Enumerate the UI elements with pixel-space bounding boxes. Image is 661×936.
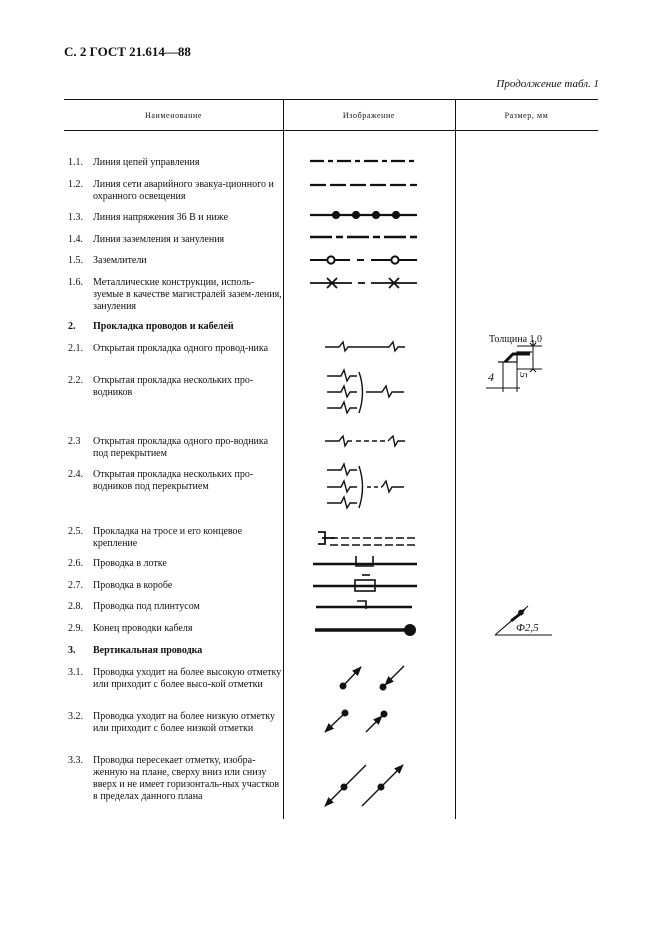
row-text: Проводка уходит на более высокую отметку или приходит с более высо-кой отметки xyxy=(93,667,282,690)
row-number: 2.2. xyxy=(68,375,83,386)
row-number: 1.2. xyxy=(68,179,83,190)
cable-end-symbol xyxy=(315,625,416,636)
row-number: 2.4. xyxy=(68,469,83,480)
table-continuation-label: Продолжение табл. 1 xyxy=(496,78,599,90)
open-multiple-wires-symbol xyxy=(327,370,404,413)
row-text: Линия заземления и зануления xyxy=(93,234,225,245)
vertical-up-symbol xyxy=(340,666,404,690)
row-text: Заземлители xyxy=(93,255,147,266)
vertical-crossing-symbol xyxy=(325,765,403,806)
row-number: 2.1. xyxy=(68,343,83,354)
low-voltage-line-symbol xyxy=(310,211,417,218)
thickness-note: Толщина 1,0 xyxy=(489,334,543,345)
vertical-down-symbol xyxy=(325,710,387,732)
page-header: С. 2 ГОСТ 21.614—88 xyxy=(64,44,191,59)
row-text: Конец проводки кабеля xyxy=(93,623,193,634)
row-text: Открытая прокладка нескольких про-водников под перекрытием xyxy=(93,469,254,492)
row-number: 3.1. xyxy=(68,667,83,678)
section-title: Вертикальная проводка xyxy=(93,645,203,656)
skirting-wiring-symbol xyxy=(316,601,412,609)
tray-wiring-symbol xyxy=(313,556,417,566)
column-header-image: Изображение xyxy=(342,111,396,120)
row-text: Открытая прокладка одного про-водника под перекрытием xyxy=(93,436,269,459)
row-number: 2.8. xyxy=(68,601,83,612)
row-text: Открытая прокладка одного провод-ника xyxy=(93,343,269,354)
duct-wiring-symbol xyxy=(313,575,417,591)
row-number: 1.5. xyxy=(68,255,83,266)
diameter-dimension-drawing xyxy=(495,606,552,635)
row-text: Проводка пересекает отметку, изобра-женную на плане, сверху вниз или снизу вверх и не имеет горизонталь-ных участков в пределах данного плана xyxy=(93,755,280,802)
row-text: Открытая прокладка нескольких про-водников xyxy=(93,375,254,398)
row-text: Прокладка на тросе и его концевое крепление xyxy=(93,526,243,549)
row-text: Проводка в коробе xyxy=(93,580,173,591)
row-number: 3.2. xyxy=(68,711,83,722)
under-ceiling-multiple-wires-symbol xyxy=(327,464,404,508)
section-number: 2. xyxy=(68,321,76,332)
row-text: Линия сети аварийного эвакуа-ционного и охранного освещения xyxy=(93,179,274,202)
row-text: Линия цепей управления xyxy=(93,157,200,168)
dimension-phi-label: Ф2,5 xyxy=(516,622,539,634)
row-text: Проводка в лотке xyxy=(93,558,167,569)
row-number: 1.4. xyxy=(68,234,83,245)
dimension-5-label: 5 xyxy=(516,372,529,378)
dimension-4-label: 4 xyxy=(488,370,494,384)
section-title: Прокладка проводов и кабелей xyxy=(93,321,234,332)
row-number: 3.3. xyxy=(68,755,83,766)
row-number: 2.5. xyxy=(68,526,83,537)
row-number: 1.6. xyxy=(68,277,83,288)
column-header-size: Размер, мм xyxy=(504,111,549,120)
ground-electrode-symbol xyxy=(310,256,417,263)
column-header-name: Наименование xyxy=(144,111,203,120)
section-number: 3. xyxy=(68,645,76,656)
row-text: Металлические конструкции, исполь-зуемые в качестве магистралей зазем-ления, зануления xyxy=(93,277,282,312)
rope-wiring-symbol xyxy=(318,532,417,545)
thickness-dimension-drawing xyxy=(486,340,542,392)
row-text: Линия напряжения 36 В и ниже xyxy=(93,212,229,223)
row-number: 1.1. xyxy=(68,157,83,168)
row-text: Проводка под плинтусом xyxy=(93,601,200,612)
row-number: 2.9. xyxy=(68,623,83,634)
row-text: Проводка уходит на более низкую отметку или приходит с более низкой отметки xyxy=(93,711,276,734)
under-ceiling-single-wire-symbol xyxy=(325,436,405,446)
row-number: 2.3 xyxy=(68,436,81,447)
row-number: 2.6. xyxy=(68,558,83,569)
open-single-wire-symbol xyxy=(325,342,405,351)
row-number: 2.7. xyxy=(68,580,83,591)
row-number: 1.3. xyxy=(68,212,83,223)
metal-structure-ground-symbol xyxy=(310,278,417,288)
